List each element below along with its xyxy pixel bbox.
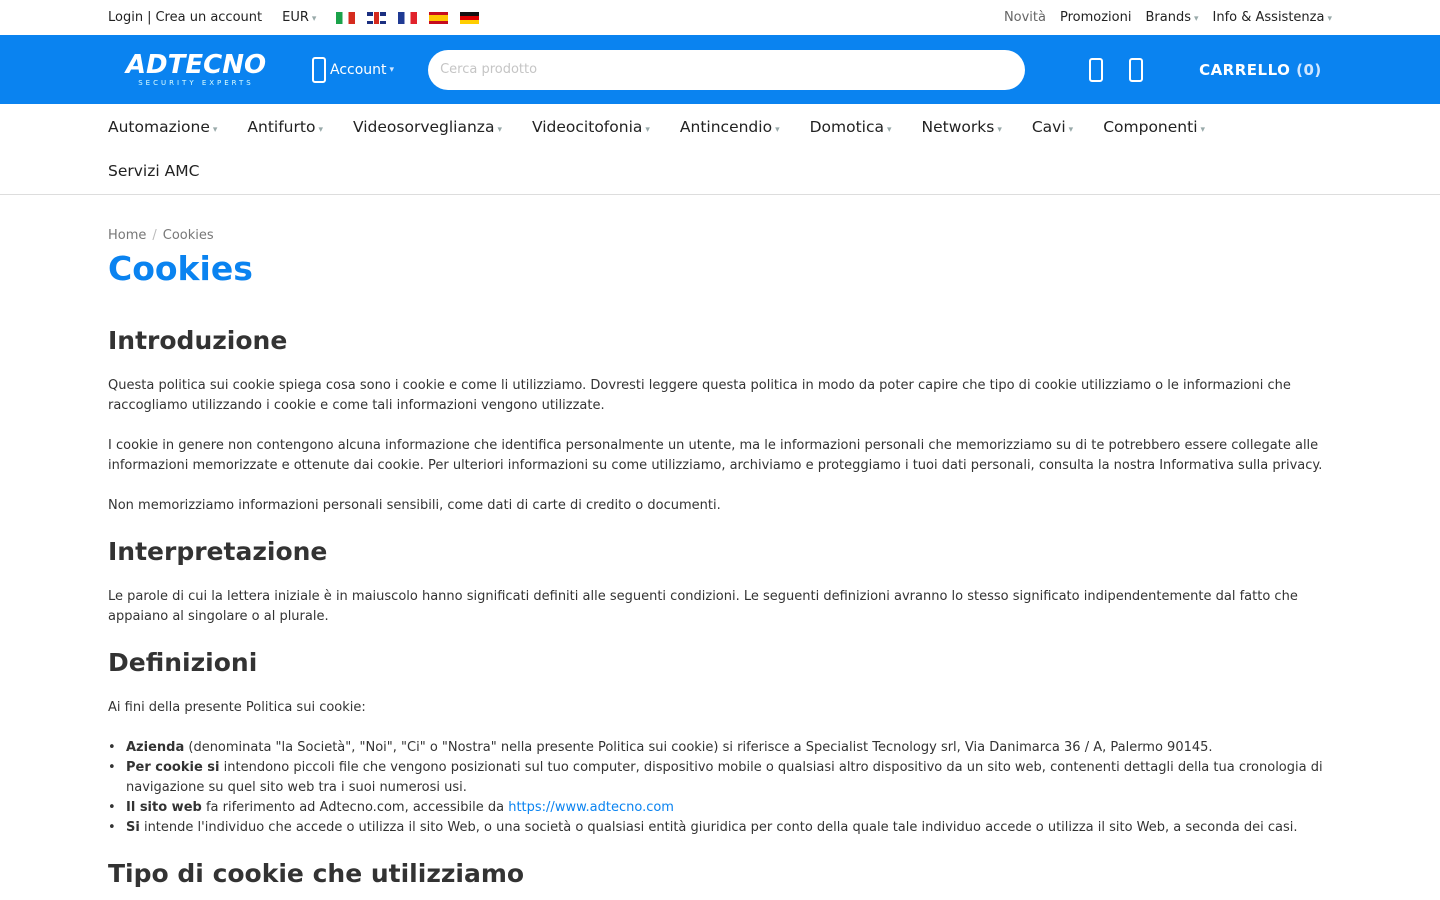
heading-definizioni: Definizioni xyxy=(108,648,258,677)
breadcrumb xyxy=(108,228,1332,243)
def-term: Si xyxy=(126,820,140,835)
category-nav-row-2 xyxy=(108,149,1332,193)
site-logo[interactable] xyxy=(120,49,272,87)
breadcrumb-home[interactable]: Home xyxy=(108,228,147,243)
nav-item-antifurto[interactable] xyxy=(247,118,323,136)
list-item xyxy=(108,798,1332,818)
flag-spain-icon[interactable] xyxy=(429,12,448,24)
nav-item-label: Networks xyxy=(921,117,995,136)
promozioni-link[interactable]: Promozioni xyxy=(1059,10,1132,25)
chevron-down-icon: ▾ xyxy=(212,124,218,135)
list-item xyxy=(108,738,1332,758)
list-item xyxy=(108,818,1332,838)
cart-button[interactable] xyxy=(1199,61,1322,79)
account-menu[interactable] xyxy=(312,57,394,83)
nav-item-label: Cavi xyxy=(1031,117,1066,136)
def-term: Il sito web xyxy=(126,800,202,815)
nav-item-networks[interactable] xyxy=(922,118,1002,136)
chevron-down-icon: ▾ xyxy=(1200,124,1206,135)
login-link[interactable]: Login xyxy=(108,10,144,25)
def-term: Per cookie si xyxy=(126,760,220,775)
user-icon xyxy=(312,57,326,83)
compare-icon[interactable] xyxy=(1129,58,1143,82)
nav-item-label: Videocitofonia xyxy=(531,117,643,136)
intro-paragraph-3: Non memorizziamo informazioni personali sensibili, come dati di carte di credito o documenti. xyxy=(108,498,721,513)
def-text: (denominata "la Società", "Noi", "Ci" o "Nostra" nella presente Politica sui cookie) si riferisce a Specialist Tecnology srl, Via Danimarca 36 / A, Palermo 90145. xyxy=(184,740,1213,755)
chevron-down-icon: ▾ xyxy=(1327,14,1332,24)
language-flags xyxy=(336,12,479,24)
chevron-down-icon: ▾ xyxy=(318,124,323,135)
def-intro: Ai fini della presente Politica sui cookie: xyxy=(108,700,366,715)
nav-item-label: Domotica xyxy=(809,117,884,136)
header-icons xyxy=(1089,58,1143,82)
nav-item-videocitofonia[interactable] xyxy=(532,118,650,136)
currency-selector[interactable] xyxy=(282,10,316,25)
section-tipo-cookie xyxy=(108,858,1332,890)
chevron-down-icon: ▾ xyxy=(645,124,650,135)
nav-item-label: Videosorveglianza xyxy=(352,117,495,136)
info-label: Info & Assistenza xyxy=(1212,10,1325,25)
category-nav xyxy=(0,104,1440,195)
nav-item-servizi-amc[interactable]: Servizi AMC xyxy=(108,162,200,180)
category-nav-row xyxy=(108,104,1332,149)
def-term: Azienda xyxy=(126,740,185,755)
chevron-down-icon: ▾ xyxy=(997,124,1002,135)
nav-item-label: Automazione xyxy=(108,117,210,136)
nav-item-antincendio[interactable] xyxy=(680,118,780,136)
account-label: Account xyxy=(330,61,387,78)
list-item xyxy=(108,758,1332,798)
intro-paragraph-1: Questa politica sui cookie spiega cosa sono i cookie e come li utilizziamo. Dovresti leggere questa politica in modo da poter capire che tipo di cookie utilizziamo o le informazioni che raccogliamo utilizzando i cookie e come tali informazioni vengono utilizzate. xyxy=(108,378,1291,413)
flag-italy-icon[interactable] xyxy=(336,12,355,24)
flag-germany-icon[interactable] xyxy=(460,12,479,24)
page-title: Cookies xyxy=(108,249,253,288)
info-menu[interactable] xyxy=(1213,10,1333,25)
heading-introduzione: Introduzione xyxy=(108,326,288,355)
brands-label: Brands xyxy=(1145,10,1191,25)
main-header xyxy=(0,35,1440,104)
chevron-down-icon: ▾ xyxy=(497,124,502,135)
nav-item-automazione[interactable] xyxy=(108,118,217,136)
nav-item-cavi[interactable] xyxy=(1032,118,1073,136)
chevron-down-icon: ▾ xyxy=(311,14,317,24)
section-introduzione xyxy=(108,325,1332,516)
nav-item-label: Antincendio xyxy=(679,117,773,136)
flag-france-icon[interactable] xyxy=(398,12,417,24)
definitions-list xyxy=(108,738,1332,838)
def-text: intende l'individuo che accede o utilizza il sito Web, o una società o qualsiasi entità giuridica per conto della quale tale individuo accede o utilizza il sito Web, a seconda dei casi. xyxy=(139,820,1298,835)
chevron-down-icon: ▾ xyxy=(1193,14,1199,24)
nav-item-domotica[interactable] xyxy=(810,118,892,136)
brands-menu[interactable] xyxy=(1145,10,1198,25)
nav-item-label: Componenti xyxy=(1103,117,1198,136)
def-text: intendono piccoli file che vengono posizionati sul tuo computer, dispositivo mobile o qualsiasi altro dispositivo da un sito web, contenenti dettagli della tua cronologia di navigazione su quel sito web tra i suoi numerosi usi. xyxy=(126,760,1323,795)
wishlist-icon[interactable] xyxy=(1089,58,1103,82)
main-content xyxy=(0,195,1440,890)
cart-count: (0) xyxy=(1296,60,1322,79)
nav-item-videosorveglianza[interactable] xyxy=(353,118,502,136)
search-input[interactable] xyxy=(428,50,1025,90)
intro-paragraph-2: I cookie in genere non contengono alcuna informazione che identifica personalmente un utente, ma le informazioni personali che memorizziamo su di te potrebbero essere collegate alle informazioni memorizzate e ottenute dai cookie. Per ulteriori informazioni su come utilizziamo, archiviamo e proteggiamo i tuoi dati personali, consulta la nostra Informativa sulla privacy. xyxy=(108,438,1323,473)
currency-label: EUR xyxy=(282,10,309,25)
cart-label: CARRELLO xyxy=(1199,60,1291,79)
breadcrumb-current: Cookies xyxy=(162,228,214,243)
nav-item-label: Antifurto xyxy=(247,117,316,136)
top-bar xyxy=(0,0,1440,35)
novita-link[interactable]: Novità xyxy=(1003,10,1046,25)
heading-tipo-cookie: Tipo di cookie che utilizziamo xyxy=(108,859,525,888)
logo-tagline: SECURITY EXPERTS xyxy=(138,78,254,87)
create-account-link[interactable]: Crea un account xyxy=(155,10,263,25)
chevron-down-icon: ▾ xyxy=(389,64,395,75)
section-definizioni xyxy=(108,647,1332,838)
login-links xyxy=(108,10,262,25)
nav-item-componenti[interactable] xyxy=(1103,118,1205,136)
breadcrumb-separator: / xyxy=(152,228,157,243)
chevron-down-icon: ▾ xyxy=(887,124,892,135)
chevron-down-icon: ▾ xyxy=(1068,124,1074,135)
chevron-down-icon: ▾ xyxy=(775,124,780,135)
website-link[interactable]: https://www.adtecno.com xyxy=(508,800,674,815)
logo-wordmark: ADTECNO xyxy=(125,49,267,80)
heading-interpretazione: Interpretazione xyxy=(108,537,328,566)
login-separator: | xyxy=(147,10,152,25)
flag-uk-icon[interactable] xyxy=(367,12,386,24)
interp-paragraph: Le parole di cui la lettera iniziale è in maiuscolo hanno significati definiti alle seguenti condizioni. Le seguenti definizioni avranno lo stesso significato indipendentemente dal fatto che appaiano al singolare o al plurale. xyxy=(108,589,1298,624)
section-interpretazione xyxy=(108,536,1332,627)
def-text: fa riferimento ad Adtecno.com, accessibile da xyxy=(201,800,509,815)
